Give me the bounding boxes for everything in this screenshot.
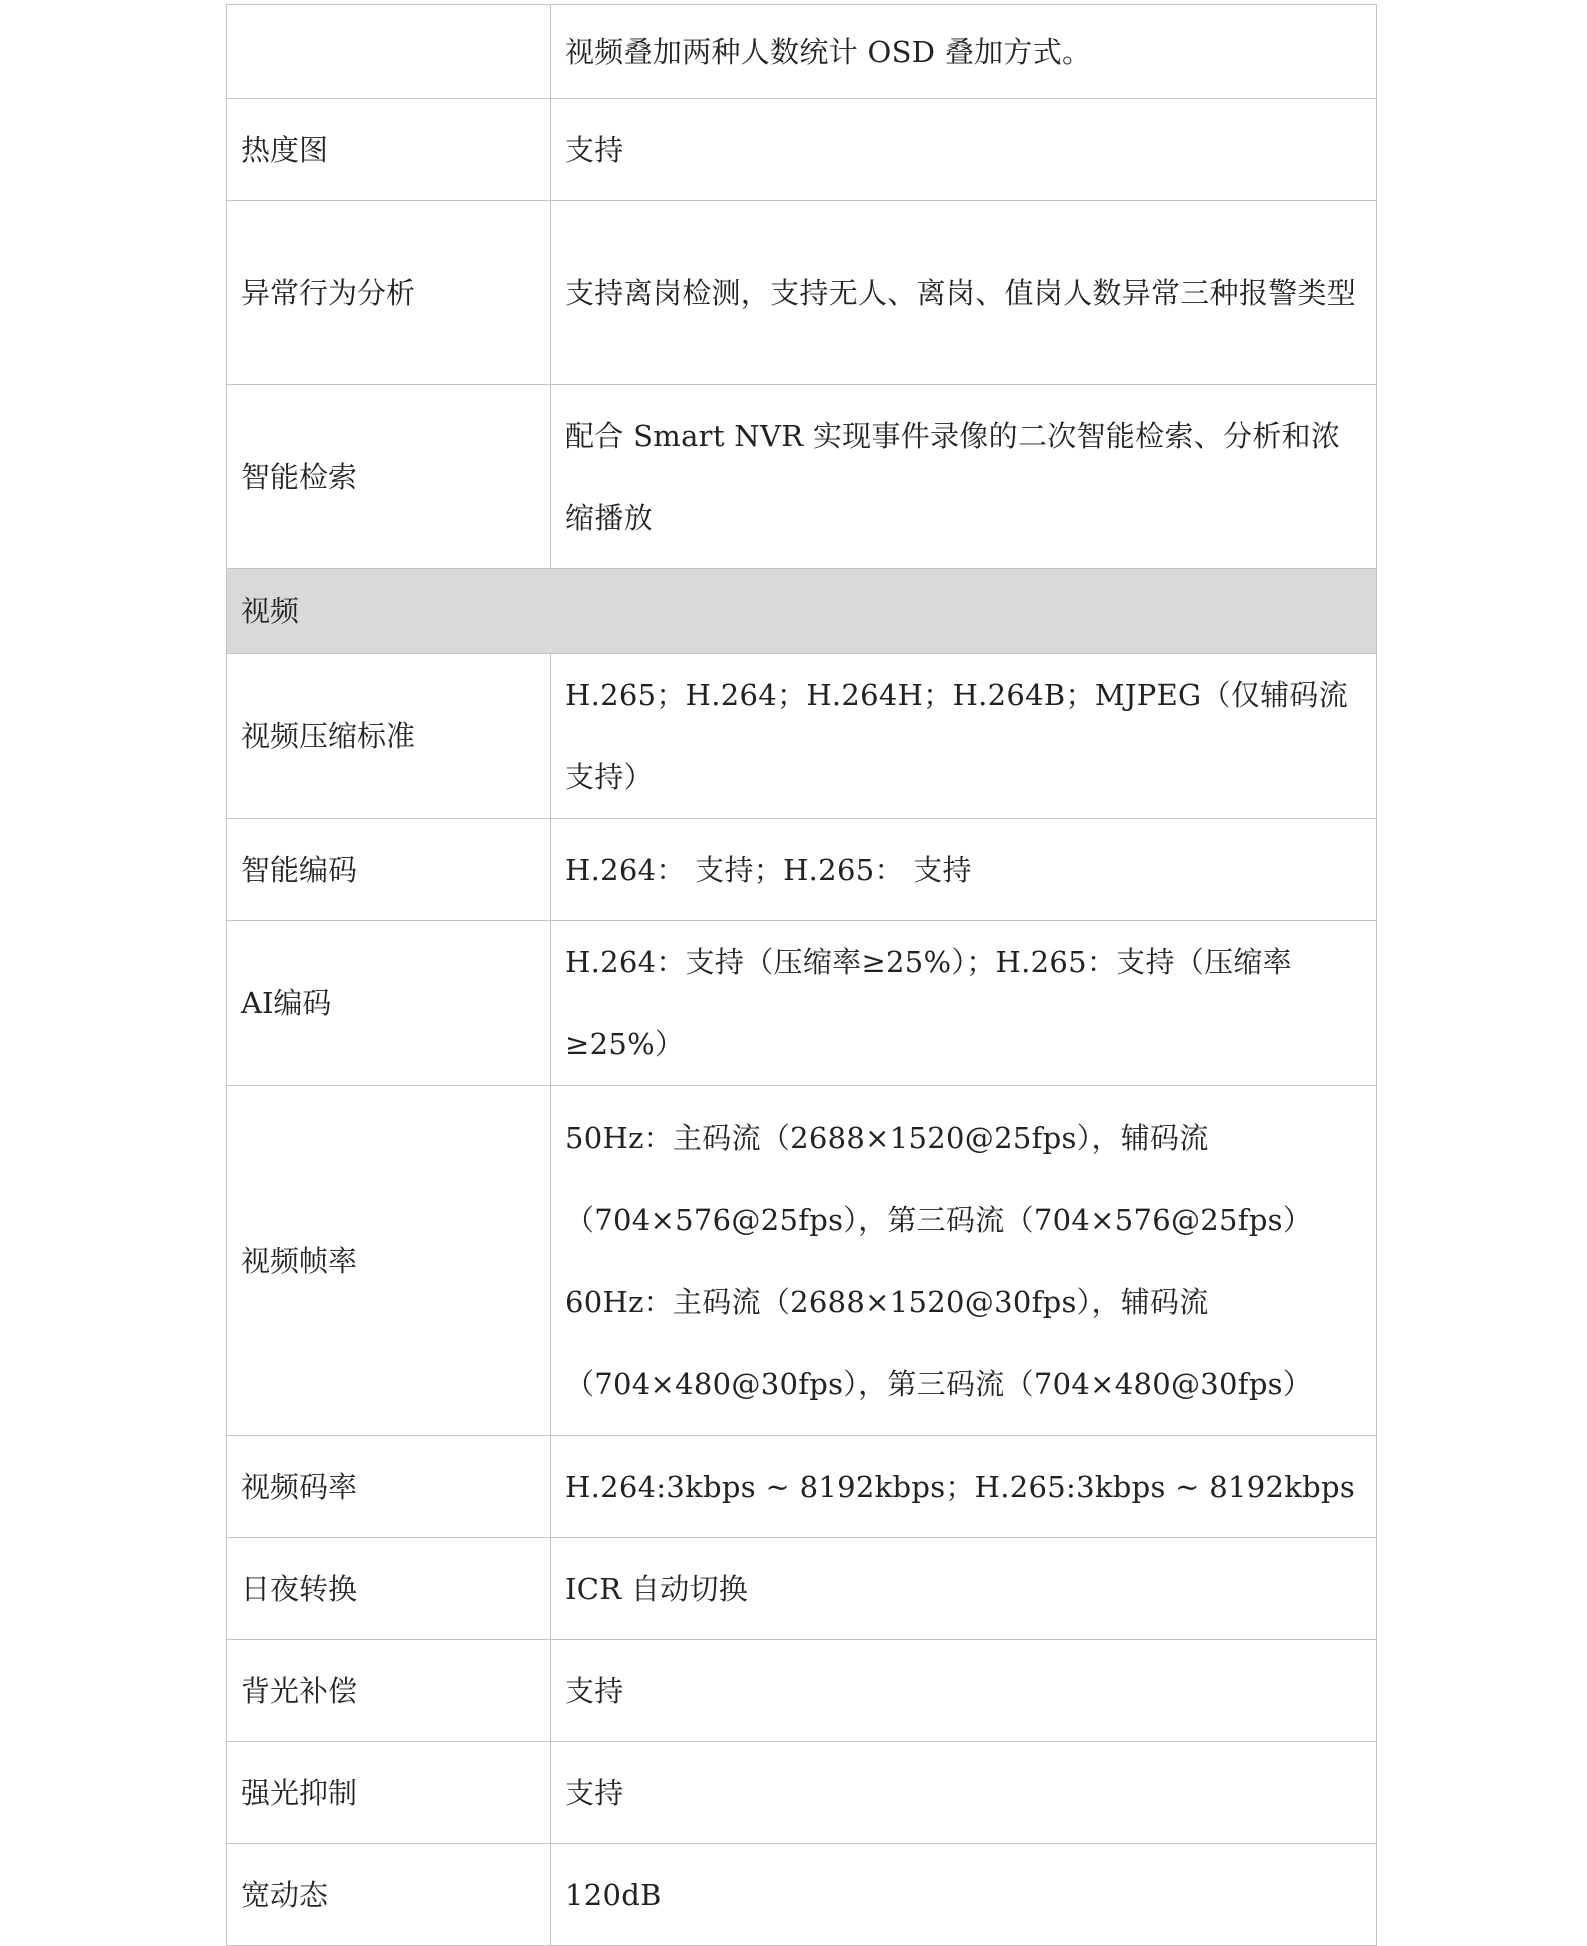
row-value: 支持: [551, 1640, 1377, 1742]
row-label: 视频帧率: [227, 1086, 551, 1436]
row-value: H.264： 支持；H.265： 支持: [551, 819, 1377, 921]
row-value: 50Hz：主码流（2688×1520@25fps），辅码流（704×576@25fps），第三码流（704×576@25fps） 60Hz：主码流（2688×1520@30fps），辅码流（704×480@30fps），第三码流（704×480@30fps）: [551, 1086, 1377, 1436]
row-label: 背光补偿: [227, 1640, 551, 1742]
row-value: 支持: [551, 99, 1377, 201]
row-label: 宽动态: [227, 1844, 551, 1946]
table-row: [227, 201, 1377, 385]
row-label: 异常行为分析: [227, 201, 551, 385]
row-value: 配合 Smart NVR 实现事件录像的二次智能检索、分析和浓缩播放: [551, 385, 1377, 569]
table-row: [227, 1640, 1377, 1742]
row-label: 强光抑制: [227, 1742, 551, 1844]
section-title: 视频: [227, 569, 1377, 654]
row-label: 视频压缩标准: [227, 654, 551, 819]
table-row: [227, 1436, 1377, 1538]
row-label: 热度图: [227, 99, 551, 201]
table-row: [227, 99, 1377, 201]
row-value: 支持: [551, 1742, 1377, 1844]
row-value: H.264：支持（压缩率≥25%）；H.265：支持（压缩率≥25%）: [551, 921, 1377, 1086]
table-row: [227, 385, 1377, 569]
row-value: H.264:3kbps ~ 8192kbps；H.265:3kbps ~ 8192kbps: [551, 1436, 1377, 1538]
table-row: [227, 1844, 1377, 1946]
table-row: [227, 654, 1377, 819]
row-label: 日夜转换: [227, 1538, 551, 1640]
row-label: 视频码率: [227, 1436, 551, 1538]
row-label: [227, 5, 551, 99]
section-header-row: [227, 569, 1377, 654]
row-value: 支持离岗检测，支持无人、离岗、值岗人数异常三种报警类型: [551, 201, 1377, 385]
table-row: [227, 1742, 1377, 1844]
row-value: H.265；H.264；H.264H；H.264B；MJPEG（仅辅码流支持）: [551, 654, 1377, 819]
row-label: AI编码: [227, 921, 551, 1086]
spec-table: [226, 4, 1377, 1946]
table-row: [227, 1086, 1377, 1436]
table-row: [227, 819, 1377, 921]
table-row: [227, 921, 1377, 1086]
row-value: 视频叠加两种人数统计 OSD 叠加方式。: [551, 5, 1377, 99]
row-label: 智能编码: [227, 819, 551, 921]
table-row: [227, 1538, 1377, 1640]
table-row: [227, 5, 1377, 99]
row-label: 智能检索: [227, 385, 551, 569]
row-value: 120dB: [551, 1844, 1377, 1946]
row-value: ICR 自动切换: [551, 1538, 1377, 1640]
